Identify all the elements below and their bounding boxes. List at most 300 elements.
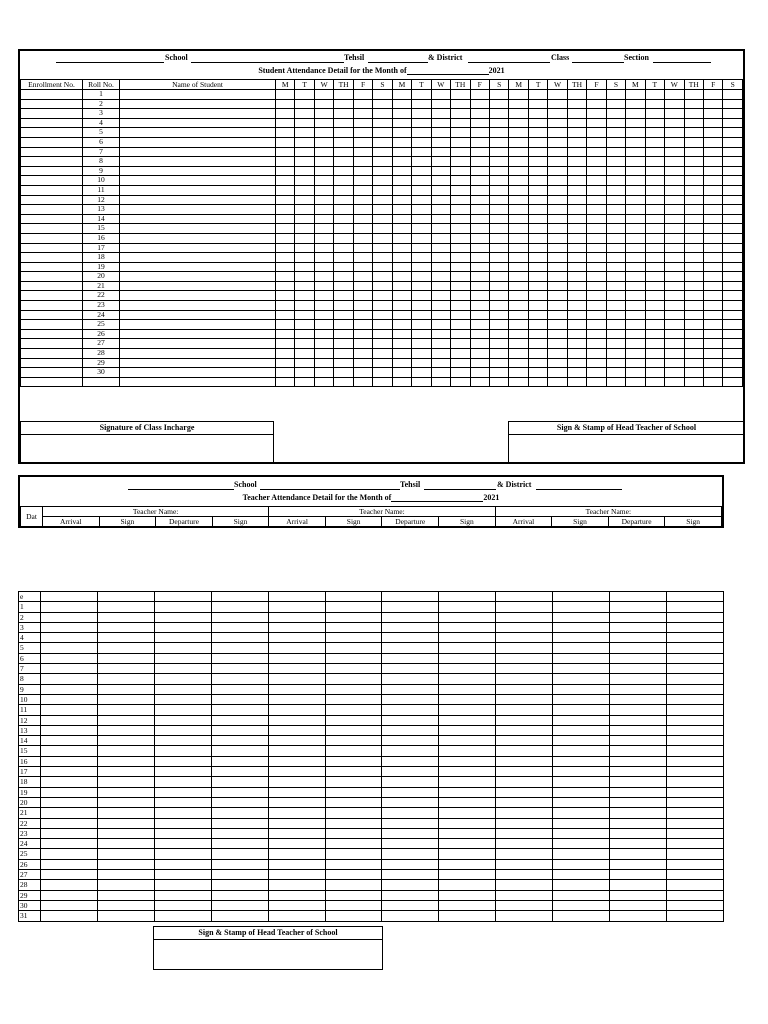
teacher-attendance-cell[interactable] xyxy=(610,633,667,643)
teacher-attendance-cell[interactable] xyxy=(325,911,382,921)
attendance-cell[interactable] xyxy=(489,166,508,176)
attendance-cell[interactable] xyxy=(587,262,606,272)
attendance-cell[interactable] xyxy=(431,137,450,147)
teacher-attendance-cell[interactable] xyxy=(439,725,496,735)
attendance-cell[interactable] xyxy=(334,99,353,109)
teacher-attendance-cell[interactable] xyxy=(610,900,667,910)
teacher-attendance-cell[interactable] xyxy=(41,777,98,787)
attendance-cell[interactable] xyxy=(645,301,664,311)
teacher-attendance-cell[interactable] xyxy=(268,828,325,838)
attendance-cell[interactable] xyxy=(606,195,625,205)
attendance-cell[interactable] xyxy=(334,118,353,128)
attendance-cell[interactable] xyxy=(567,329,586,339)
attendance-cell[interactable] xyxy=(587,310,606,320)
attendance-cell[interactable] xyxy=(587,339,606,349)
attendance-cell[interactable] xyxy=(528,262,547,272)
teacher-attendance-cell[interactable] xyxy=(439,808,496,818)
teacher-attendance-cell[interactable] xyxy=(154,870,211,880)
attendance-cell[interactable] xyxy=(373,243,392,253)
attendance-cell[interactable] xyxy=(334,329,353,339)
attendance-cell[interactable] xyxy=(665,310,684,320)
teacher-attendance-cell[interactable] xyxy=(382,767,439,777)
teacher-attendance-cell[interactable] xyxy=(553,880,610,890)
attendance-cell[interactable] xyxy=(353,339,372,349)
attendance-cell[interactable] xyxy=(276,262,295,272)
teacher-attendance-cell[interactable] xyxy=(666,870,723,880)
attendance-cell[interactable] xyxy=(626,310,645,320)
attendance-cell[interactable] xyxy=(276,128,295,138)
attendance-cell[interactable] xyxy=(548,329,567,339)
attendance-cell[interactable] xyxy=(684,166,703,176)
teacher-attendance-cell[interactable] xyxy=(610,911,667,921)
enrollment-cell[interactable] xyxy=(21,90,83,100)
attendance-cell[interactable] xyxy=(723,205,743,215)
attendance-cell[interactable] xyxy=(665,243,684,253)
teacher-attendance-cell[interactable] xyxy=(325,715,382,725)
teacher-attendance-cell[interactable] xyxy=(553,653,610,663)
student-name-cell[interactable] xyxy=(120,214,276,224)
attendance-cell[interactable] xyxy=(509,349,528,359)
attendance-cell[interactable] xyxy=(431,205,450,215)
teacher-attendance-cell[interactable] xyxy=(211,694,268,704)
attendance-cell[interactable] xyxy=(665,272,684,282)
teacher-attendance-cell[interactable] xyxy=(41,653,98,663)
attendance-cell[interactable] xyxy=(295,147,314,157)
attendance-cell[interactable] xyxy=(684,109,703,119)
teacher-attendance-cell[interactable] xyxy=(41,592,98,602)
attendance-cell[interactable] xyxy=(431,368,450,378)
attendance-cell[interactable] xyxy=(295,128,314,138)
enrollment-cell[interactable] xyxy=(21,137,83,147)
teacher-attendance-cell[interactable] xyxy=(268,808,325,818)
attendance-cell[interactable] xyxy=(373,301,392,311)
attendance-cell[interactable] xyxy=(703,262,722,272)
teacher-attendance-cell[interactable] xyxy=(97,797,154,807)
teacher-attendance-cell[interactable] xyxy=(553,859,610,869)
attendance-cell[interactable] xyxy=(295,214,314,224)
attendance-cell[interactable] xyxy=(392,301,411,311)
attendance-cell[interactable] xyxy=(489,253,508,263)
attendance-cell[interactable] xyxy=(606,224,625,234)
teacher-attendance-cell[interactable] xyxy=(666,859,723,869)
attendance-cell[interactable] xyxy=(548,243,567,253)
teacher-attendance-cell[interactable] xyxy=(211,859,268,869)
attendance-cell[interactable] xyxy=(567,291,586,301)
attendance-cell[interactable] xyxy=(626,377,645,387)
attendance-cell[interactable] xyxy=(703,301,722,311)
attendance-cell[interactable] xyxy=(606,301,625,311)
attendance-cell[interactable] xyxy=(606,310,625,320)
attendance-cell[interactable] xyxy=(684,224,703,234)
student-name-cell[interactable] xyxy=(120,253,276,263)
attendance-cell[interactable] xyxy=(412,118,431,128)
teacher-attendance-cell[interactable] xyxy=(610,643,667,653)
teacher-attendance-cell[interactable] xyxy=(496,870,553,880)
teacher-attendance-cell[interactable] xyxy=(41,859,98,869)
attendance-cell[interactable] xyxy=(431,128,450,138)
teacher-attendance-cell[interactable] xyxy=(666,839,723,849)
attendance-cell[interactable] xyxy=(489,368,508,378)
attendance-cell[interactable] xyxy=(665,349,684,359)
attendance-cell[interactable] xyxy=(567,166,586,176)
teacher-attendance-cell[interactable] xyxy=(268,622,325,632)
teacher-attendance-cell[interactable] xyxy=(41,674,98,684)
teacher-attendance-cell[interactable] xyxy=(382,725,439,735)
attendance-cell[interactable] xyxy=(451,128,470,138)
attendance-cell[interactable] xyxy=(626,243,645,253)
attendance-cell[interactable] xyxy=(645,147,664,157)
attendance-cell[interactable] xyxy=(334,377,353,387)
attendance-cell[interactable] xyxy=(645,281,664,291)
teacher-attendance-cell[interactable] xyxy=(610,797,667,807)
teacher-attendance-cell[interactable] xyxy=(610,849,667,859)
attendance-cell[interactable] xyxy=(684,320,703,330)
attendance-cell[interactable] xyxy=(276,377,295,387)
attendance-cell[interactable] xyxy=(412,281,431,291)
attendance-cell[interactable] xyxy=(412,185,431,195)
teacher-attendance-cell[interactable] xyxy=(97,715,154,725)
teacher-attendance-cell[interactable] xyxy=(439,839,496,849)
class-incharge-signature-box[interactable] xyxy=(20,421,274,464)
teacher-attendance-cell[interactable] xyxy=(382,890,439,900)
attendance-cell[interactable] xyxy=(451,176,470,186)
attendance-cell[interactable] xyxy=(334,301,353,311)
teacher-attendance-cell[interactable] xyxy=(610,736,667,746)
attendance-cell[interactable] xyxy=(295,291,314,301)
attendance-cell[interactable] xyxy=(392,329,411,339)
attendance-cell[interactable] xyxy=(276,243,295,253)
teacher-attendance-cell[interactable] xyxy=(211,602,268,612)
teacher-attendance-cell[interactable] xyxy=(382,592,439,602)
teacher-attendance-cell[interactable] xyxy=(610,839,667,849)
attendance-cell[interactable] xyxy=(373,195,392,205)
teacher-attendance-cell[interactable] xyxy=(41,756,98,766)
attendance-cell[interactable] xyxy=(626,368,645,378)
teacher-attendance-cell[interactable] xyxy=(439,787,496,797)
teacher-attendance-cell[interactable] xyxy=(268,787,325,797)
teacher-attendance-cell[interactable] xyxy=(439,633,496,643)
student-name-cell[interactable] xyxy=(120,358,276,368)
attendance-cell[interactable] xyxy=(703,253,722,263)
attendance-cell[interactable] xyxy=(276,118,295,128)
teacher-attendance-cell[interactable] xyxy=(553,828,610,838)
teacher-attendance-cell[interactable] xyxy=(382,602,439,612)
attendance-cell[interactable] xyxy=(334,262,353,272)
attendance-cell[interactable] xyxy=(373,90,392,100)
attendance-cell[interactable] xyxy=(645,109,664,119)
attendance-cell[interactable] xyxy=(528,147,547,157)
attendance-cell[interactable] xyxy=(392,147,411,157)
attendance-cell[interactable] xyxy=(334,147,353,157)
attendance-cell[interactable] xyxy=(528,301,547,311)
attendance-cell[interactable] xyxy=(334,272,353,282)
attendance-cell[interactable] xyxy=(276,272,295,282)
attendance-cell[interactable] xyxy=(353,195,372,205)
attendance-cell[interactable] xyxy=(665,137,684,147)
attendance-cell[interactable] xyxy=(276,214,295,224)
teacher-attendance-cell[interactable] xyxy=(154,890,211,900)
attendance-cell[interactable] xyxy=(392,137,411,147)
attendance-cell[interactable] xyxy=(412,310,431,320)
teacher-attendance-cell[interactable] xyxy=(496,777,553,787)
teacher-month-field[interactable] xyxy=(391,492,483,502)
attendance-cell[interactable] xyxy=(470,90,489,100)
attendance-cell[interactable] xyxy=(314,233,333,243)
attendance-cell[interactable] xyxy=(489,233,508,243)
attendance-cell[interactable] xyxy=(451,90,470,100)
attendance-cell[interactable] xyxy=(703,358,722,368)
attendance-cell[interactable] xyxy=(412,166,431,176)
attendance-cell[interactable] xyxy=(665,224,684,234)
teacher-attendance-cell[interactable] xyxy=(666,674,723,684)
enrollment-cell[interactable] xyxy=(21,281,83,291)
teacher-attendance-cell[interactable] xyxy=(97,664,154,674)
attendance-cell[interactable] xyxy=(723,320,743,330)
attendance-cell[interactable] xyxy=(684,349,703,359)
teacher-attendance-cell[interactable] xyxy=(553,612,610,622)
attendance-cell[interactable] xyxy=(431,176,450,186)
teacher-attendance-cell[interactable] xyxy=(211,818,268,828)
attendance-cell[interactable] xyxy=(353,147,372,157)
attendance-cell[interactable] xyxy=(703,320,722,330)
teacher-attendance-cell[interactable] xyxy=(325,849,382,859)
student-name-cell[interactable] xyxy=(120,185,276,195)
attendance-cell[interactable] xyxy=(489,358,508,368)
attendance-cell[interactable] xyxy=(470,272,489,282)
teacher-attendance-cell[interactable] xyxy=(325,684,382,694)
attendance-cell[interactable] xyxy=(645,137,664,147)
attendance-cell[interactable] xyxy=(373,262,392,272)
attendance-cell[interactable] xyxy=(470,377,489,387)
teacher-attendance-cell[interactable] xyxy=(268,756,325,766)
attendance-cell[interactable] xyxy=(723,253,743,263)
teacher-attendance-cell[interactable] xyxy=(439,674,496,684)
enrollment-cell[interactable] xyxy=(21,320,83,330)
attendance-cell[interactable] xyxy=(665,281,684,291)
attendance-cell[interactable] xyxy=(334,185,353,195)
student-name-cell[interactable] xyxy=(120,224,276,234)
attendance-cell[interactable] xyxy=(470,157,489,167)
attendance-cell[interactable] xyxy=(723,339,743,349)
attendance-cell[interactable] xyxy=(412,176,431,186)
teacher-attendance-cell[interactable] xyxy=(553,705,610,715)
attendance-cell[interactable] xyxy=(509,109,528,119)
enrollment-cell[interactable] xyxy=(21,349,83,359)
attendance-cell[interactable] xyxy=(353,166,372,176)
attendance-cell[interactable] xyxy=(353,157,372,167)
attendance-cell[interactable] xyxy=(587,157,606,167)
attendance-cell[interactable] xyxy=(626,329,645,339)
teacher-attendance-cell[interactable] xyxy=(97,828,154,838)
attendance-cell[interactable] xyxy=(295,195,314,205)
attendance-cell[interactable] xyxy=(567,253,586,263)
teacher-attendance-cell[interactable] xyxy=(439,705,496,715)
teacher-attendance-cell[interactable] xyxy=(154,828,211,838)
teacher-attendance-cell[interactable] xyxy=(154,880,211,890)
attendance-cell[interactable] xyxy=(431,262,450,272)
teacher-attendance-cell[interactable] xyxy=(325,839,382,849)
attendance-cell[interactable] xyxy=(587,291,606,301)
attendance-cell[interactable] xyxy=(353,109,372,119)
student-name-cell[interactable] xyxy=(120,329,276,339)
attendance-cell[interactable] xyxy=(528,137,547,147)
attendance-cell[interactable] xyxy=(392,205,411,215)
teacher-attendance-cell[interactable] xyxy=(325,880,382,890)
teacher-attendance-cell[interactable] xyxy=(325,797,382,807)
teacher-attendance-cell[interactable] xyxy=(666,664,723,674)
attendance-cell[interactable] xyxy=(431,301,450,311)
attendance-cell[interactable] xyxy=(412,253,431,263)
teacher-attendance-cell[interactable] xyxy=(610,715,667,725)
student-name-cell[interactable] xyxy=(120,118,276,128)
teacher-attendance-cell[interactable] xyxy=(154,622,211,632)
head-teacher-signature-box[interactable] xyxy=(508,421,745,464)
attendance-cell[interactable] xyxy=(703,310,722,320)
attendance-cell[interactable] xyxy=(373,310,392,320)
teacher-attendance-cell[interactable] xyxy=(97,900,154,910)
teacher-attendance-cell[interactable] xyxy=(211,664,268,674)
attendance-cell[interactable] xyxy=(723,358,743,368)
attendance-cell[interactable] xyxy=(392,128,411,138)
teacher-attendance-cell[interactable] xyxy=(666,694,723,704)
teacher-attendance-cell[interactable] xyxy=(666,633,723,643)
attendance-cell[interactable] xyxy=(587,377,606,387)
attendance-cell[interactable] xyxy=(334,195,353,205)
attendance-cell[interactable] xyxy=(276,301,295,311)
attendance-cell[interactable] xyxy=(567,90,586,100)
teacher-attendance-cell[interactable] xyxy=(382,828,439,838)
teacher-attendance-cell[interactable] xyxy=(268,911,325,921)
teacher-attendance-cell[interactable] xyxy=(97,756,154,766)
attendance-cell[interactable] xyxy=(645,205,664,215)
attendance-cell[interactable] xyxy=(684,358,703,368)
attendance-cell[interactable] xyxy=(276,224,295,234)
teacher-attendance-cell[interactable] xyxy=(268,694,325,704)
teacher-attendance-cell[interactable] xyxy=(211,767,268,777)
teacher-attendance-cell[interactable] xyxy=(666,705,723,715)
attendance-cell[interactable] xyxy=(489,377,508,387)
teacher-attendance-cell[interactable] xyxy=(268,612,325,622)
student-name-cell[interactable] xyxy=(120,291,276,301)
student-name-cell[interactable] xyxy=(120,377,276,387)
teacher-attendance-cell[interactable] xyxy=(41,694,98,704)
attendance-cell[interactable] xyxy=(412,224,431,234)
teacher-attendance-cell[interactable] xyxy=(610,653,667,663)
attendance-cell[interactable] xyxy=(276,339,295,349)
attendance-cell[interactable] xyxy=(295,90,314,100)
attendance-cell[interactable] xyxy=(431,339,450,349)
teacher-attendance-cell[interactable] xyxy=(666,880,723,890)
attendance-cell[interactable] xyxy=(723,243,743,253)
teacher-attendance-cell[interactable] xyxy=(382,705,439,715)
attendance-cell[interactable] xyxy=(684,176,703,186)
attendance-cell[interactable] xyxy=(548,262,567,272)
attendance-cell[interactable] xyxy=(684,377,703,387)
attendance-cell[interactable] xyxy=(353,205,372,215)
teacher-attendance-cell[interactable] xyxy=(382,653,439,663)
teacher-attendance-cell[interactable] xyxy=(666,736,723,746)
attendance-cell[interactable] xyxy=(295,272,314,282)
attendance-cell[interactable] xyxy=(314,214,333,224)
attendance-cell[interactable] xyxy=(489,301,508,311)
attendance-cell[interactable] xyxy=(684,205,703,215)
student-name-cell[interactable] xyxy=(120,109,276,119)
attendance-cell[interactable] xyxy=(567,185,586,195)
attendance-cell[interactable] xyxy=(489,195,508,205)
teacher-attendance-cell[interactable] xyxy=(325,736,382,746)
attendance-cell[interactable] xyxy=(548,224,567,234)
attendance-cell[interactable] xyxy=(295,109,314,119)
attendance-cell[interactable] xyxy=(606,349,625,359)
attendance-cell[interactable] xyxy=(373,128,392,138)
teacher-attendance-cell[interactable] xyxy=(325,787,382,797)
attendance-cell[interactable] xyxy=(353,185,372,195)
teacher-attendance-cell[interactable] xyxy=(496,890,553,900)
attendance-cell[interactable] xyxy=(353,176,372,186)
enrollment-cell[interactable] xyxy=(21,128,83,138)
attendance-cell[interactable] xyxy=(548,166,567,176)
attendance-cell[interactable] xyxy=(567,310,586,320)
attendance-cell[interactable] xyxy=(314,137,333,147)
attendance-cell[interactable] xyxy=(703,377,722,387)
attendance-cell[interactable] xyxy=(645,90,664,100)
attendance-cell[interactable] xyxy=(451,233,470,243)
attendance-cell[interactable] xyxy=(548,109,567,119)
attendance-cell[interactable] xyxy=(431,233,450,243)
attendance-cell[interactable] xyxy=(528,233,547,243)
attendance-cell[interactable] xyxy=(489,339,508,349)
attendance-cell[interactable] xyxy=(295,329,314,339)
attendance-cell[interactable] xyxy=(703,90,722,100)
attendance-cell[interactable] xyxy=(412,128,431,138)
teacher-attendance-cell[interactable] xyxy=(666,622,723,632)
teacher-attendance-cell[interactable] xyxy=(439,715,496,725)
attendance-cell[interactable] xyxy=(548,339,567,349)
teacher-attendance-cell[interactable] xyxy=(97,818,154,828)
teacher-attendance-cell[interactable] xyxy=(41,818,98,828)
teacher-attendance-cell[interactable] xyxy=(97,684,154,694)
attendance-cell[interactable] xyxy=(703,368,722,378)
attendance-cell[interactable] xyxy=(684,281,703,291)
attendance-cell[interactable] xyxy=(451,291,470,301)
teacher-attendance-cell[interactable] xyxy=(154,787,211,797)
attendance-cell[interactable] xyxy=(431,147,450,157)
teacher-attendance-cell[interactable] xyxy=(496,911,553,921)
attendance-cell[interactable] xyxy=(528,185,547,195)
attendance-cell[interactable] xyxy=(314,109,333,119)
attendance-cell[interactable] xyxy=(548,368,567,378)
attendance-cell[interactable] xyxy=(489,329,508,339)
attendance-cell[interactable] xyxy=(684,310,703,320)
attendance-cell[interactable] xyxy=(334,310,353,320)
enrollment-cell[interactable] xyxy=(21,358,83,368)
teacher-attendance-cell[interactable] xyxy=(553,592,610,602)
teacher-district-field[interactable] xyxy=(536,480,622,490)
attendance-cell[interactable] xyxy=(353,349,372,359)
attendance-cell[interactable] xyxy=(645,185,664,195)
teacher-attendance-cell[interactable] xyxy=(439,767,496,777)
attendance-cell[interactable] xyxy=(548,233,567,243)
attendance-cell[interactable] xyxy=(509,291,528,301)
student-name-cell[interactable] xyxy=(120,157,276,167)
attendance-cell[interactable] xyxy=(451,349,470,359)
student-name-cell[interactable] xyxy=(120,99,276,109)
attendance-cell[interactable] xyxy=(470,185,489,195)
attendance-cell[interactable] xyxy=(353,272,372,282)
attendance-cell[interactable] xyxy=(684,262,703,272)
attendance-cell[interactable] xyxy=(392,90,411,100)
teacher-attendance-cell[interactable] xyxy=(496,633,553,643)
